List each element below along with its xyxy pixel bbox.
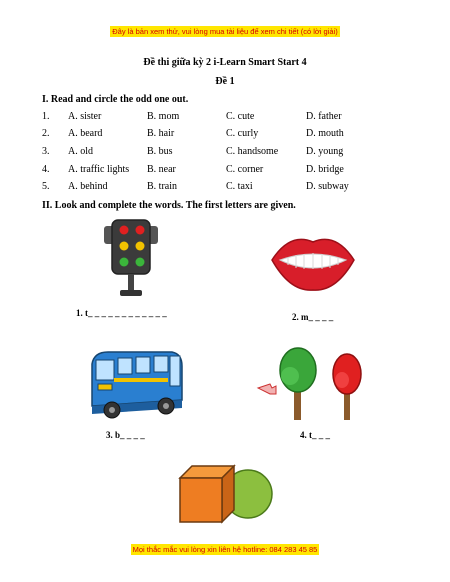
- option-c: C. corner: [226, 164, 264, 175]
- preview-banner-text: Đây là bản xem thử, vui lòng mua tài liệu để xem chi tiết (có lời giải): [112, 27, 338, 36]
- option-a: A. sister: [68, 111, 102, 122]
- question-number: 5.: [42, 181, 50, 192]
- trees-picture: [256, 344, 372, 424]
- option-d: D. bridge: [306, 164, 344, 175]
- option-b: B. near: [147, 164, 176, 175]
- option-d: D. father: [306, 111, 342, 122]
- preview-banner: [0, 27, 450, 36]
- section-1-heading: I. Read and circle the odd one out.: [42, 94, 189, 105]
- section-2-heading: II. Look and complete the words. The first letters are given.: [42, 200, 296, 211]
- item-2-caption: 2. m_ _ _ _: [292, 312, 334, 322]
- option-a: A. beard: [68, 128, 103, 139]
- item-3-caption: 3. b_ _ _ _: [106, 430, 145, 440]
- option-a: A. traffic lights: [68, 164, 130, 175]
- option-c: C. taxi: [226, 181, 253, 192]
- option-c: C. cute: [226, 111, 255, 122]
- cube-and-ball-picture: [176, 460, 276, 524]
- option-c: C. handsome: [226, 146, 279, 157]
- option-d: D. young: [306, 146, 344, 157]
- hotline-banner: [0, 545, 450, 554]
- option-b: B. bus: [147, 146, 173, 157]
- item-1-caption: 1. t_ _ _ _ _ _ _ _ _ _ _ _: [76, 308, 167, 318]
- question-number: 1.: [42, 111, 50, 122]
- question-number: 4.: [42, 164, 50, 175]
- document-subtitle: Đề 1: [215, 76, 235, 87]
- option-d: D. subway: [306, 181, 349, 192]
- hotline-banner-text: Mọi thắc mắc vui lòng xin liên hệ hotline: 084 283 45 85: [132, 545, 318, 554]
- document-title: Đề thi giữa kỳ 2 i-Learn Smart Start 4: [143, 57, 307, 68]
- option-c: C. curly: [226, 128, 259, 139]
- option-b: B. mom: [147, 111, 180, 122]
- question-number: 3.: [42, 146, 50, 157]
- bus-picture: [84, 346, 188, 422]
- option-d: D. mouth: [306, 128, 344, 139]
- option-a: A. behind: [68, 181, 108, 192]
- option-b: B. train: [147, 181, 177, 192]
- option-b: B. hair: [147, 128, 175, 139]
- mouth-picture: [268, 230, 358, 294]
- question-number: 2.: [42, 128, 50, 139]
- option-a: A. old: [68, 146, 93, 157]
- traffic-lights-picture: [100, 216, 162, 300]
- item-4-caption: 4. t_ _ _: [300, 430, 330, 440]
